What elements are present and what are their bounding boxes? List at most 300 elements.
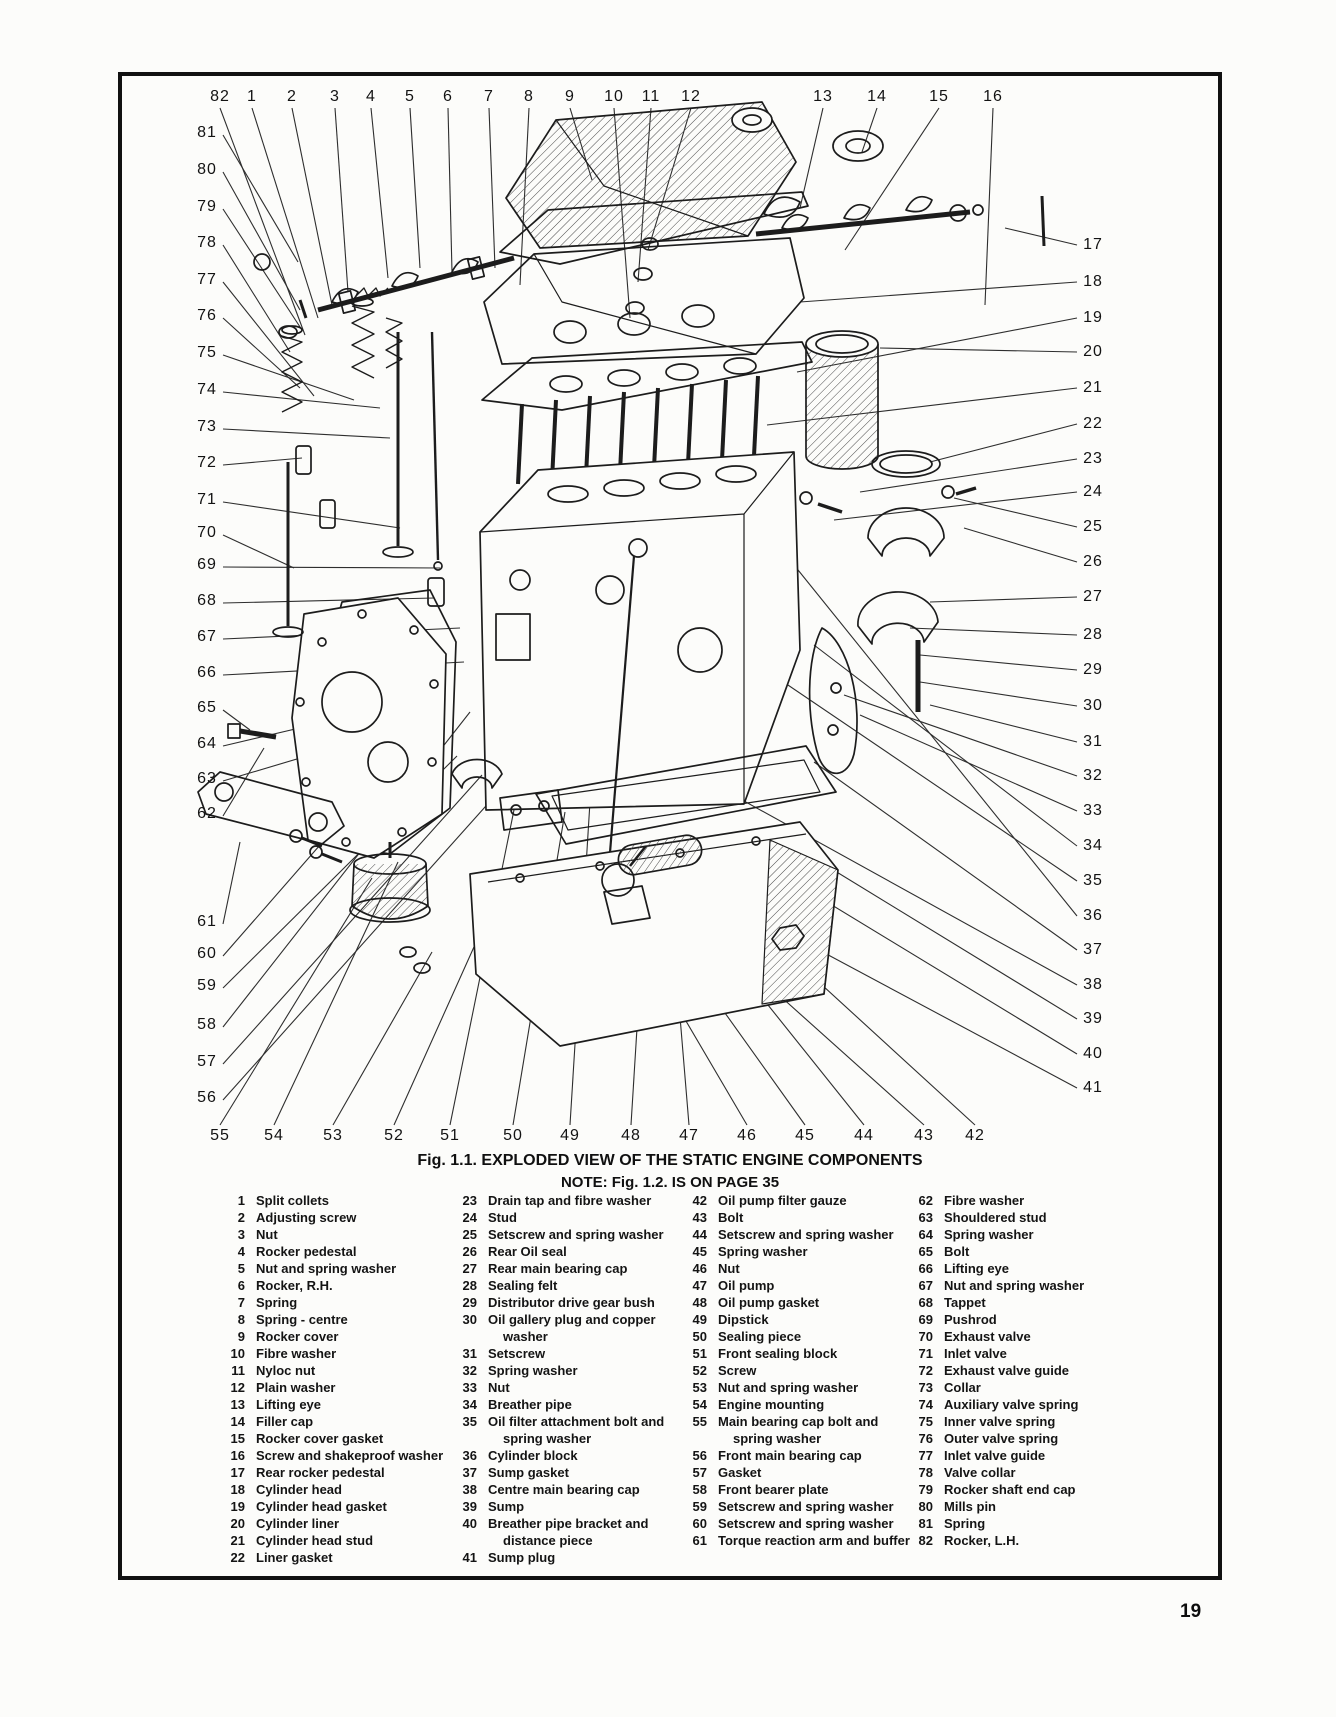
part-row [905, 1277, 1117, 1294]
part-row [449, 1362, 687, 1379]
part-name: Split collets [256, 1193, 329, 1208]
part-row [217, 1430, 455, 1447]
part-row [449, 1192, 687, 1209]
parts-list-column-1 [217, 1192, 455, 1566]
part-name: Spring washer [718, 1244, 808, 1259]
part-row [217, 1345, 455, 1362]
part-row [217, 1260, 455, 1277]
part-name: Tappet [944, 1295, 986, 1310]
part-name: Breather pipe [488, 1397, 572, 1412]
callout-number: 2 [287, 88, 297, 105]
part-name: Lifting eye [256, 1397, 322, 1412]
part-number: 39 [462, 1499, 477, 1514]
part-name: Liner gasket [256, 1550, 333, 1565]
callout-number: 50 [503, 1127, 523, 1144]
part-row [679, 1515, 915, 1532]
part-name: Inlet valve [944, 1346, 1007, 1361]
part-row [905, 1413, 1117, 1430]
part-row [905, 1498, 1117, 1515]
part-row [449, 1277, 687, 1294]
part-number: 54 [692, 1397, 707, 1412]
part-row [217, 1362, 455, 1379]
part-name: Nut and spring washer [718, 1380, 859, 1395]
part-name: Spring washer [944, 1227, 1034, 1242]
part-number: 69 [918, 1312, 933, 1327]
part-number: 55 [692, 1414, 707, 1429]
part-number: 72 [918, 1363, 933, 1378]
callout-number: 71 [197, 491, 217, 508]
part-number: 24 [462, 1210, 477, 1225]
callout-number: 40 [1083, 1045, 1103, 1062]
part-number: 61 [692, 1533, 707, 1548]
part-name: Front bearer plate [718, 1482, 829, 1497]
part-row [449, 1226, 687, 1243]
callout-number: 55 [210, 1127, 230, 1144]
callout-number: 27 [1083, 588, 1103, 605]
callout-number: 16 [983, 88, 1003, 105]
callout-number: 7 [484, 88, 494, 105]
part-row [679, 1277, 915, 1294]
part-row [905, 1294, 1117, 1311]
part-name: Nut [256, 1227, 278, 1242]
part-name: Stud [488, 1210, 517, 1225]
part-name: Valve collar [944, 1465, 1016, 1480]
part-number: 51 [692, 1346, 707, 1361]
part-row [217, 1447, 455, 1464]
part-name: Drain tap and fibre washer [488, 1193, 652, 1208]
part-number: 13 [230, 1397, 245, 1412]
part-number: 50 [692, 1329, 707, 1344]
part-number: 23 [462, 1193, 477, 1208]
part-number: 43 [692, 1210, 707, 1225]
callout-number: 32 [1083, 767, 1103, 784]
part-name: Sump plug [488, 1550, 556, 1565]
callout-number: 81 [197, 124, 217, 141]
part-row [449, 1311, 687, 1345]
part-row [449, 1345, 687, 1362]
callout-number: 79 [197, 198, 217, 215]
callout-number: 6 [443, 88, 453, 105]
part-number: 65 [918, 1244, 933, 1259]
part-name: Nyloc nut [256, 1363, 316, 1378]
callout-number: 70 [197, 524, 217, 541]
part-name: Setscrew and spring washer [488, 1227, 664, 1242]
part-row [905, 1243, 1117, 1260]
callout-number: 38 [1083, 976, 1103, 993]
part-row [217, 1396, 455, 1413]
part-row [217, 1532, 455, 1549]
part-name: Oil pump filter gauze [718, 1193, 847, 1208]
part-name: Rear main bearing cap [488, 1261, 628, 1276]
part-number: 74 [918, 1397, 933, 1412]
part-name: Centre main bearing cap [488, 1482, 640, 1497]
callout-number: 62 [197, 805, 217, 822]
part-name: Cylinder head [256, 1482, 342, 1497]
part-number: 10 [230, 1346, 245, 1361]
part-name: Rear Oil seal [488, 1244, 567, 1259]
callout-number: 3 [330, 88, 340, 105]
part-name: Sump gasket [488, 1465, 569, 1480]
part-row [905, 1345, 1117, 1362]
callout-number: 20 [1083, 343, 1103, 360]
callout-number: 82 [210, 88, 230, 105]
part-name: Rear rocker pedestal [256, 1465, 385, 1480]
part-number: 25 [462, 1227, 477, 1242]
callout-number: 8 [524, 88, 534, 105]
part-number: 29 [462, 1295, 477, 1310]
part-name: Distributor drive gear bush [488, 1295, 655, 1310]
part-name: Cylinder liner [256, 1516, 340, 1531]
part-row [217, 1328, 455, 1345]
part-number: 42 [692, 1193, 707, 1208]
part-row [679, 1379, 915, 1396]
part-number: 41 [462, 1550, 477, 1565]
parts-list-column-4 [905, 1192, 1117, 1549]
part-number: 53 [692, 1380, 707, 1395]
part-name: Rocker shaft end cap [944, 1482, 1076, 1497]
part-name: Rocker cover [256, 1329, 339, 1344]
part-name: Nut and spring washer [944, 1278, 1085, 1293]
part-number: 30 [462, 1312, 477, 1327]
callout-number: 15 [929, 88, 949, 105]
part-name: Sealing felt [488, 1278, 558, 1293]
part-name: Mills pin [944, 1499, 996, 1514]
part-row [679, 1464, 915, 1481]
part-number: 26 [462, 1244, 477, 1259]
figure-note: NOTE: Fig. 1.2. IS ON PAGE 35 [560, 1174, 780, 1191]
part-row [217, 1243, 455, 1260]
callout-number: 47 [679, 1127, 699, 1144]
part-name: Fibre washer [944, 1193, 1025, 1208]
callout-number: 30 [1083, 697, 1103, 714]
part-row [679, 1260, 915, 1277]
callout-number: 37 [1083, 941, 1103, 958]
part-row [217, 1413, 455, 1430]
part-number: 17 [230, 1465, 245, 1480]
part-number: 64 [918, 1227, 933, 1242]
part-number: 45 [692, 1244, 707, 1259]
callout-number: 64 [197, 735, 217, 752]
part-row [905, 1362, 1117, 1379]
part-number: 60 [692, 1516, 707, 1531]
callout-number: 9 [565, 88, 575, 105]
callout-number: 77 [197, 271, 217, 288]
callout-number: 66 [197, 664, 217, 681]
part-row [217, 1311, 455, 1328]
part-row [217, 1192, 455, 1209]
part-number: 67 [918, 1278, 933, 1293]
part-name: Setscrew and spring washer [718, 1499, 894, 1514]
callout-number: 19 [1083, 309, 1103, 326]
part-name: Gasket [718, 1465, 762, 1480]
callout-number: 48 [621, 1127, 641, 1144]
callout-number: 51 [440, 1127, 460, 1144]
callout-number: 31 [1083, 733, 1103, 750]
part-row [449, 1413, 687, 1447]
part-number: 8 [237, 1312, 245, 1327]
part-name: Screw [718, 1363, 757, 1378]
figure-caption: Fig. 1.1. EXPLODED VIEW OF THE STATIC ENGINE COMPONENTS [417, 1152, 923, 1169]
part-row [905, 1192, 1117, 1209]
callout-number: 60 [197, 945, 217, 962]
part-row [449, 1209, 687, 1226]
callout-number: 45 [795, 1127, 815, 1144]
part-name: Rocker, R.H. [256, 1278, 333, 1293]
part-name: Fibre washer [256, 1346, 337, 1361]
part-number: 18 [230, 1482, 245, 1497]
part-number: 37 [462, 1465, 477, 1480]
part-row [679, 1192, 915, 1209]
part-number: 76 [918, 1431, 933, 1446]
part-number: 66 [918, 1261, 933, 1276]
callout-number: 46 [737, 1127, 757, 1144]
callout-number: 69 [197, 556, 217, 573]
callout-number: 49 [560, 1127, 580, 1144]
callout-number: 52 [384, 1127, 404, 1144]
callout-number: 80 [197, 161, 217, 178]
part-number: 35 [462, 1414, 477, 1429]
part-name: Exhaust valve [944, 1329, 1031, 1344]
part-name: Cylinder block [488, 1448, 578, 1463]
part-name: Spring [256, 1295, 298, 1310]
part-name: Sump [488, 1499, 525, 1514]
callout-number: 1 [247, 88, 257, 105]
callout-number: 11 [641, 88, 661, 105]
callout-number: 54 [264, 1127, 284, 1144]
part-row [217, 1226, 455, 1243]
callout-number: 29 [1083, 661, 1103, 678]
part-name: Setscrew and spring washer [718, 1227, 894, 1242]
callout-number: 44 [854, 1127, 874, 1144]
part-number: 34 [462, 1397, 477, 1412]
part-row [217, 1515, 455, 1532]
part-name: Lifting eye [944, 1261, 1010, 1276]
part-row [679, 1447, 915, 1464]
callout-number: 24 [1083, 483, 1103, 500]
part-number: 32 [462, 1363, 477, 1378]
part-name: Filler cap [256, 1414, 314, 1429]
part-number: 48 [692, 1295, 707, 1310]
callout-number: 76 [197, 307, 217, 324]
part-row [905, 1532, 1117, 1549]
callout-number: 13 [813, 88, 833, 105]
part-number: 70 [918, 1329, 933, 1344]
callout-number: 63 [197, 770, 217, 787]
callout-number: 10 [604, 88, 624, 105]
callout-number: 41 [1083, 1079, 1103, 1096]
part-row [679, 1498, 915, 1515]
part-number: 1 [237, 1193, 245, 1208]
part-row [449, 1379, 687, 1396]
part-row [449, 1396, 687, 1413]
part-row [449, 1260, 687, 1277]
part-name: Torque reaction arm and buffer [718, 1533, 910, 1548]
part-row [217, 1464, 455, 1481]
part-name: Nut [488, 1380, 510, 1395]
part-number: 21 [230, 1533, 245, 1548]
part-name: Plain washer [256, 1380, 336, 1395]
part-number: 68 [918, 1295, 933, 1310]
part-name: Inlet valve guide [944, 1448, 1046, 1463]
part-row [905, 1260, 1117, 1277]
part-name: Oil pump gasket [718, 1295, 820, 1310]
part-number: 77 [918, 1448, 933, 1463]
callout-number: 68 [197, 592, 217, 609]
part-row [449, 1515, 687, 1549]
callout-number: 67 [197, 628, 217, 645]
callout-number: 74 [197, 381, 217, 398]
callout-number: 42 [965, 1127, 985, 1144]
part-name: Spring [944, 1516, 986, 1531]
callout-number: 12 [681, 88, 701, 105]
part-number: 33 [462, 1380, 477, 1395]
callout-number: 73 [197, 418, 217, 435]
callout-number: 34 [1083, 837, 1103, 854]
part-name: Cylinder head stud [256, 1533, 374, 1548]
part-name: Bolt [718, 1210, 744, 1225]
part-name: Nut and spring washer [256, 1261, 397, 1276]
part-row [217, 1481, 455, 1498]
part-row [449, 1243, 687, 1260]
part-name: Outer valve spring [944, 1431, 1059, 1446]
part-number: 40 [462, 1516, 477, 1531]
part-row [217, 1549, 455, 1566]
part-number: 11 [231, 1363, 245, 1378]
callout-number: 65 [197, 699, 217, 716]
callout-number: 33 [1083, 802, 1103, 819]
part-row [449, 1481, 687, 1498]
part-number: 14 [230, 1414, 245, 1429]
part-name: Adjusting screw [256, 1210, 357, 1225]
part-number: 38 [462, 1482, 477, 1497]
part-number: 15 [230, 1431, 245, 1446]
part-number: 62 [918, 1193, 933, 1208]
part-name: Front main bearing cap [718, 1448, 862, 1463]
part-row [679, 1481, 915, 1498]
part-number: 16 [230, 1448, 245, 1463]
callout-number: 26 [1083, 553, 1103, 570]
part-name: Screw and shakeproof washer [256, 1448, 444, 1463]
part-number: 47 [692, 1278, 707, 1293]
callout-number: 58 [197, 1016, 217, 1033]
part-row [449, 1498, 687, 1515]
callout-number: 35 [1083, 872, 1103, 889]
part-number: 7 [237, 1295, 245, 1310]
part-number: 56 [692, 1448, 707, 1463]
part-number: 71 [918, 1346, 933, 1361]
part-number: 49 [692, 1312, 707, 1327]
part-name: Spring - centre [256, 1312, 348, 1327]
part-row [905, 1430, 1117, 1447]
part-row [679, 1362, 915, 1379]
part-name: Setscrew and spring washer [718, 1516, 894, 1531]
part-row [905, 1311, 1117, 1328]
part-number: 9 [237, 1329, 245, 1344]
part-number: 75 [918, 1414, 933, 1429]
part-number: 4 [237, 1244, 245, 1259]
part-number: 3 [237, 1227, 245, 1242]
callout-number: 23 [1083, 450, 1103, 467]
part-number: 82 [918, 1533, 933, 1548]
part-row [449, 1464, 687, 1481]
part-row [905, 1379, 1117, 1396]
callout-number: 75 [197, 344, 217, 361]
part-name: Sealing piece [718, 1329, 802, 1344]
engine-art [198, 102, 1044, 1046]
part-number: 63 [918, 1210, 933, 1225]
part-number: 73 [918, 1380, 933, 1395]
part-name: Inner valve spring [944, 1414, 1056, 1429]
callout-number: 36 [1083, 907, 1103, 924]
part-row [905, 1447, 1117, 1464]
callout-number: 28 [1083, 626, 1103, 643]
part-name: Exhaust valve guide [944, 1363, 1069, 1378]
callout-number: 17 [1083, 236, 1103, 253]
part-name: Cylinder head gasket [256, 1499, 387, 1514]
callout-number: 61 [197, 913, 217, 930]
part-name: Rocker cover gasket [256, 1431, 384, 1446]
part-number: 2 [237, 1210, 245, 1225]
callout-number: 43 [914, 1127, 934, 1144]
page-number: 19 [1180, 1601, 1202, 1622]
part-name: Front sealing block [718, 1346, 838, 1361]
part-row [217, 1277, 455, 1294]
part-number: 80 [918, 1499, 933, 1514]
part-number: 36 [462, 1448, 477, 1463]
part-name: Bolt [944, 1244, 970, 1259]
callout-number: 72 [197, 454, 217, 471]
part-row [905, 1481, 1117, 1498]
part-row [217, 1379, 455, 1396]
part-row [679, 1243, 915, 1260]
part-name: Shouldered stud [944, 1210, 1047, 1225]
part-number: 5 [237, 1261, 245, 1276]
part-row [905, 1226, 1117, 1243]
part-row [449, 1549, 687, 1566]
part-row [679, 1226, 915, 1243]
part-row [679, 1396, 915, 1413]
part-number: 46 [692, 1261, 707, 1276]
part-row [679, 1328, 915, 1345]
part-name: Oil filter attachment bolt and spring washer [488, 1414, 665, 1446]
part-row [905, 1328, 1117, 1345]
part-name: Spring washer [488, 1363, 578, 1378]
callout-number: 59 [197, 977, 217, 994]
callout-number: 14 [867, 88, 887, 105]
part-number: 52 [692, 1363, 707, 1378]
part-name: Nut [718, 1261, 740, 1276]
part-row [905, 1515, 1117, 1532]
callout-number: 4 [366, 88, 376, 105]
part-row [679, 1413, 915, 1447]
part-row [679, 1209, 915, 1226]
part-row [679, 1311, 915, 1328]
part-number: 6 [237, 1278, 245, 1293]
part-row [679, 1532, 915, 1549]
part-number: 57 [692, 1465, 707, 1480]
part-name: Dipstick [718, 1312, 769, 1327]
part-number: 12 [230, 1380, 245, 1395]
part-row [217, 1294, 455, 1311]
part-name: Engine mounting [718, 1397, 825, 1412]
part-number: 28 [462, 1278, 477, 1293]
part-number: 27 [462, 1261, 477, 1276]
parts-list-column-3 [679, 1192, 915, 1549]
part-row [679, 1294, 915, 1311]
part-name: Oil pump [718, 1278, 775, 1293]
callout-number: 22 [1083, 415, 1103, 432]
part-row [449, 1294, 687, 1311]
